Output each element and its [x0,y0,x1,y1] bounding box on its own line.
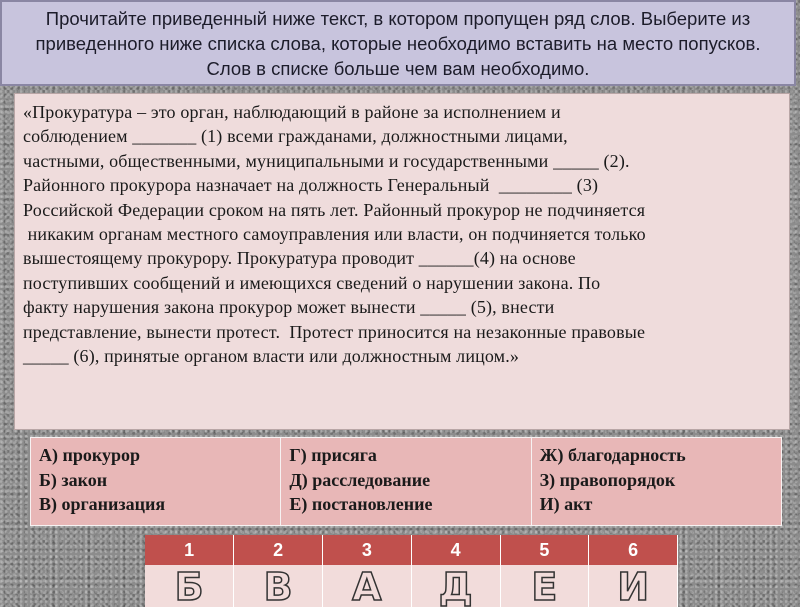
option-item: Д) расследование [289,469,431,490]
answer-number: 3 [323,535,412,565]
options-column-2 [281,438,531,526]
passage-line: частными, общественными, муниципальными и государственными _____ (2). [23,150,630,171]
answer-number-row [145,535,678,565]
answer-letter-row [145,565,678,607]
answer-number: 4 [411,535,500,565]
answer-letter: И [617,565,650,607]
option-item: Б) закон [39,469,108,490]
answer-cell [234,565,323,607]
options-column-1 [31,438,281,526]
answer-letter: Б [174,565,204,607]
passage-line: соблюдением _______ (1) всеми гражданами, должностными лицами, [23,126,568,147]
answer-number: 6 [589,535,678,565]
answer-number: 5 [500,535,589,565]
passage-text-box [14,93,790,430]
answer-cell [500,565,589,607]
passage-line: никаким органам местного самоуправления или власти, он подчиняется только [23,224,646,245]
option-item: З) правопорядок [539,469,676,490]
instruction-banner [0,0,796,86]
passage-line: факту нарушения закона прокурор может вынести _____ (5), внести [23,297,555,318]
answer-letter: Е [531,565,558,607]
answer-letter: В [263,565,293,607]
option-item: В) организация [39,494,166,514]
option-item: Ж) благодарность [539,445,686,465]
word-options-row [31,438,782,526]
passage-line: поступивших сообщений и имеющихся сведений о нарушении закона. По [23,272,601,293]
options-column-3 [531,438,781,526]
instruction-text: Прочитайте приведенный ниже текст, в котором пропущен ряд слов. Выберите из приведенного ниже списка слова, которые необходимо вставить на место попусков. Слов в списке больше чем вам необходимо. [35,7,761,79]
answer-letter: Д [438,565,473,607]
option-item: И) акт [539,494,593,514]
answer-cell [323,565,412,607]
option-item: А) прокурор [39,445,141,465]
answer-table [145,535,678,607]
answer-cell [411,565,500,607]
option-item: Г) присяга [289,445,377,465]
passage-line: Районного прокурора назначает на должность Генеральный ________ (3) [23,175,599,196]
word-options-table [30,437,782,526]
answer-number: 2 [234,535,323,565]
passage-line: вышестоящему прокурору. Прокуратура проводит ______(4) на основе [23,248,576,269]
answer-letter: А [352,565,382,607]
passage-line: _____ (6), принятые органом власти или должностным лицом.» [23,346,520,367]
answer-cell [589,565,678,607]
option-item: Е) постановление [289,494,433,514]
passage-line: «Прокуратура – это орган, наблюдающий в районе за исполнением и [23,102,561,122]
passage-line: представление, вынести протест. Протест приносится на незаконные правовые [23,321,646,342]
passage-line: Российской Федерации сроком на пять лет. Районный прокурор не подчиняется [23,199,646,220]
answer-number: 1 [145,535,234,565]
answer-cell [145,565,234,607]
